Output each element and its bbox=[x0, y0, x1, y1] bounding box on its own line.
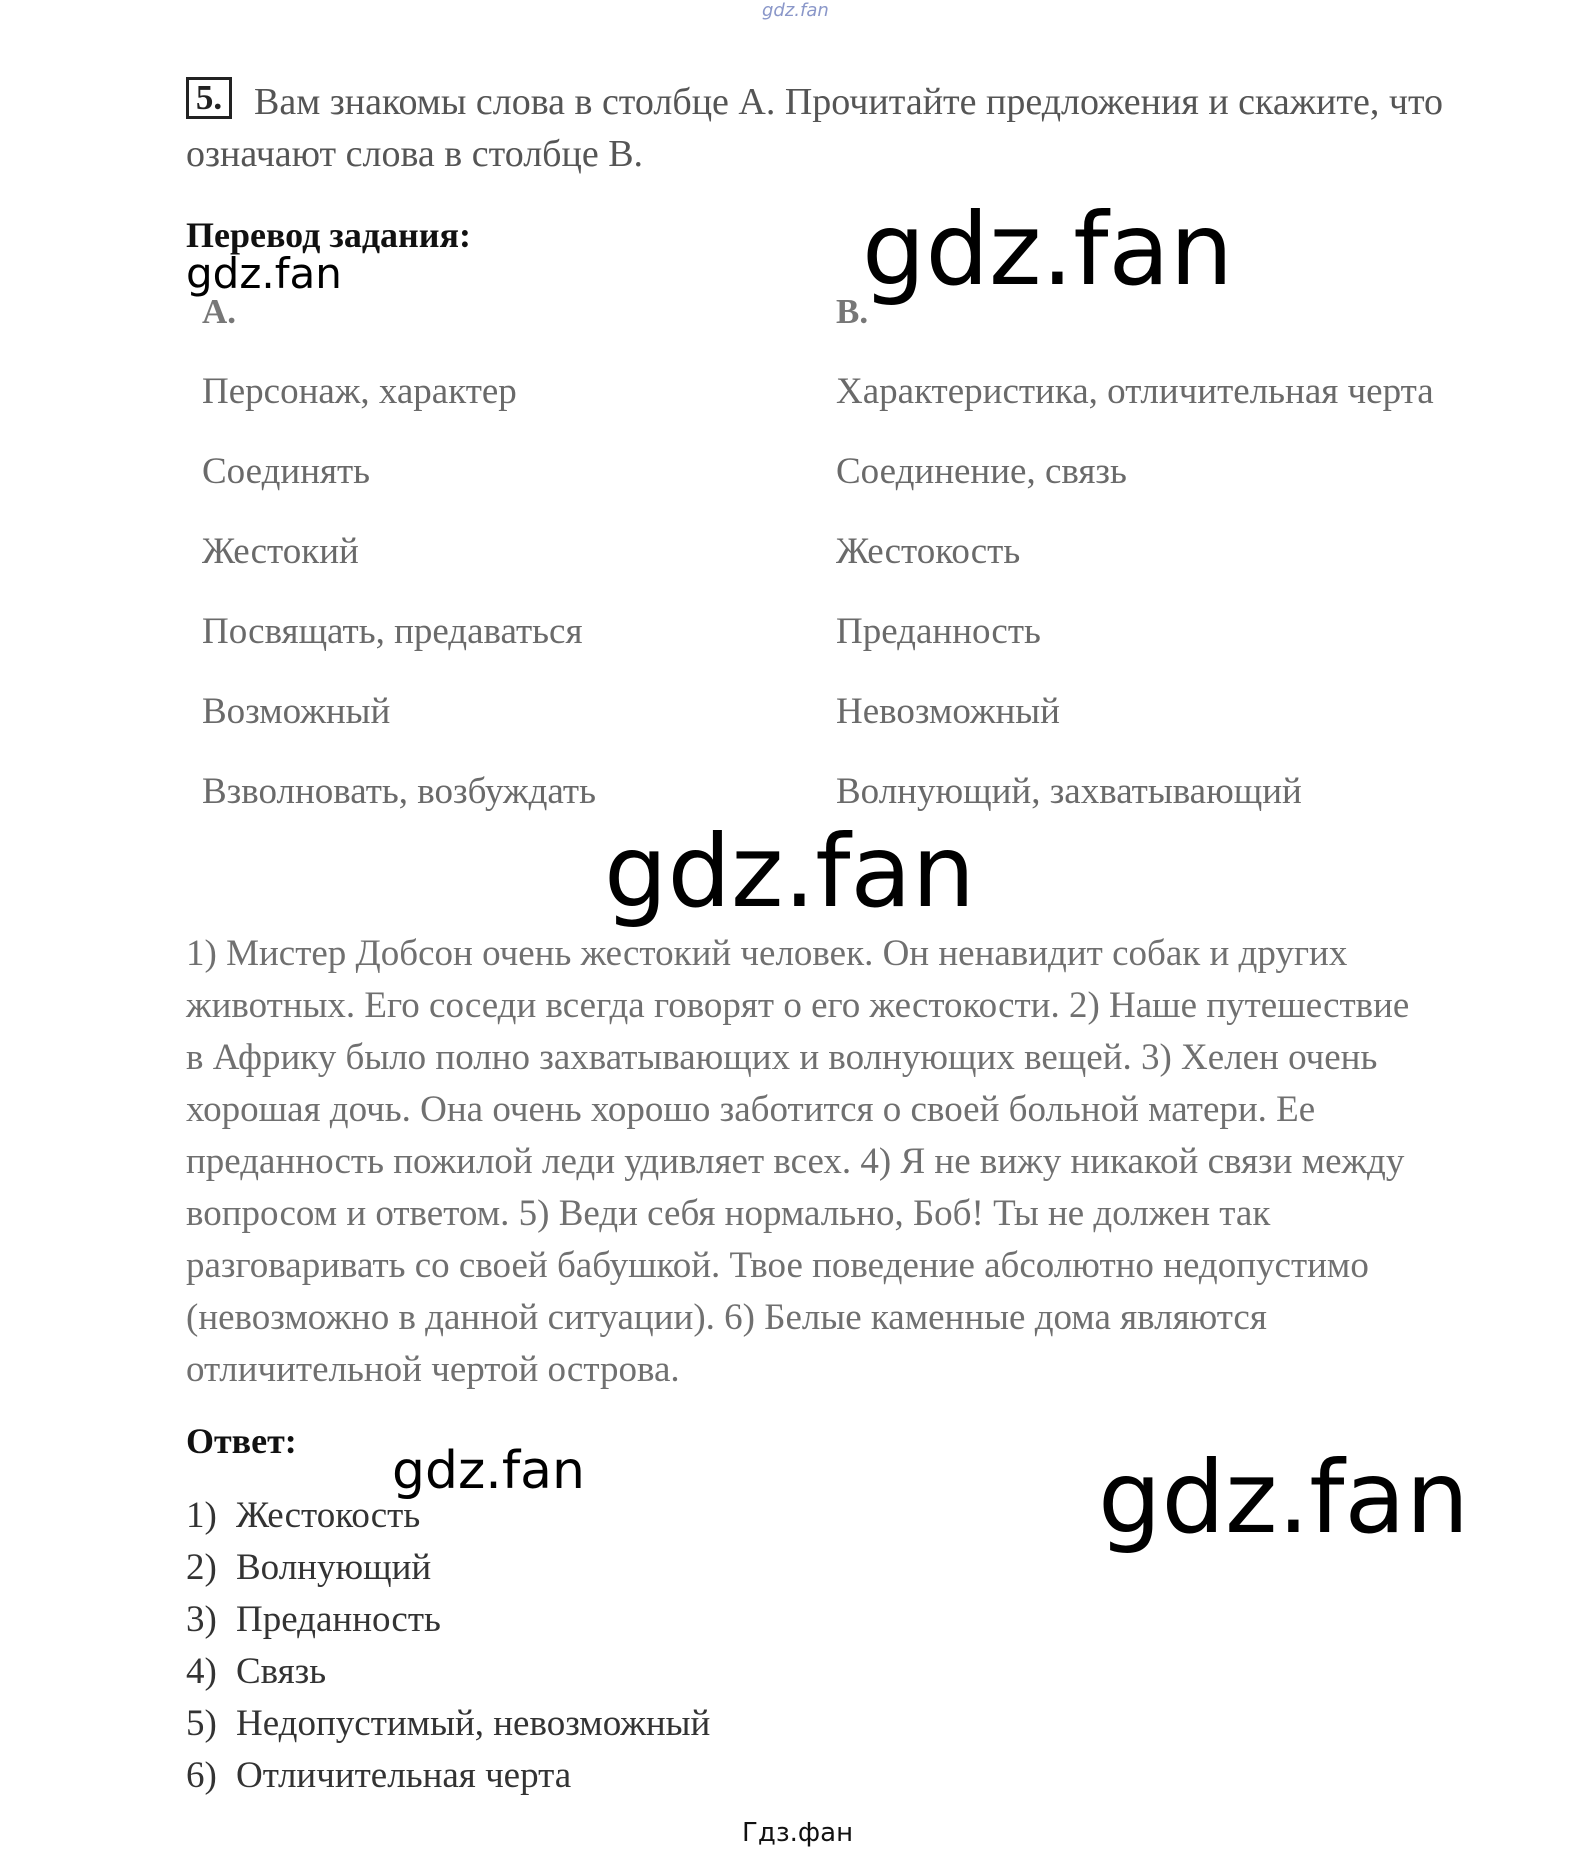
column-a-word: Жестокий bbox=[202, 531, 359, 572]
paragraph-line: вопросом и ответом. 5) Веди себя нормально, Боб! Ты не должен так bbox=[186, 1193, 1271, 1234]
column-b-word: Соединение, связь bbox=[836, 451, 1127, 492]
task-number: 5. bbox=[186, 77, 232, 119]
paragraph-line: отличительной чертой острова. bbox=[186, 1349, 680, 1390]
task-instruction-line-2: означают слова в столбце В. bbox=[186, 133, 644, 175]
watermark-large-middle: gdz.fan bbox=[604, 813, 976, 930]
answer-number: 1) bbox=[186, 1495, 217, 1536]
sentences-paragraph bbox=[186, 928, 1506, 1396]
column-b-word: Характеристика, отличительная черта bbox=[836, 371, 1434, 412]
paragraph-line: (невозможно в данной ситуации). 6) Белые каменные дома являются bbox=[186, 1297, 1267, 1338]
answer-heading: Ответ: bbox=[186, 1421, 297, 1461]
answer-text: Жестокость bbox=[236, 1495, 421, 1536]
column-a-word: Посвящать, предаваться bbox=[202, 611, 583, 652]
column-a-word: Возможный bbox=[202, 691, 391, 732]
footer-watermark: Гдз.фан bbox=[742, 1818, 854, 1848]
column-a-word: Персонаж, характер bbox=[202, 371, 517, 412]
answer-text: Недопустимый, невозможный bbox=[236, 1703, 711, 1744]
answer-number: 3) bbox=[186, 1599, 217, 1640]
answer-text: Волнующий bbox=[236, 1547, 432, 1588]
column-a-word: Соединять bbox=[202, 451, 371, 492]
watermark-small-answer: gdz.fan bbox=[392, 1441, 585, 1501]
paragraph-line: в Африку было полно захватывающих и волнующих вещей. 3) Хелен очень bbox=[186, 1037, 1378, 1078]
answer-number: 4) bbox=[186, 1651, 217, 1692]
column-a-header: А. bbox=[202, 292, 237, 331]
answer-item bbox=[186, 1702, 710, 1745]
paragraph-line: разговаривать со своей бабушкой. Твое поведение абсолютно недопустимо bbox=[186, 1245, 1369, 1286]
answer-item bbox=[186, 1598, 441, 1641]
answer-number: 5) bbox=[186, 1703, 217, 1744]
paragraph-line: 1) Мистер Добсон очень жестокий человек. Он ненавидит собак и других bbox=[186, 933, 1348, 974]
paragraph-line: преданность пожилой леди удивляет всех. 4) Я не вижу никакой связи между bbox=[186, 1141, 1405, 1182]
answer-item bbox=[186, 1650, 326, 1693]
answer-number: 2) bbox=[186, 1547, 217, 1588]
column-b-word: Волнующий, захватывающий bbox=[836, 771, 1302, 812]
watermark-large-top: gdz.fan bbox=[862, 191, 1234, 308]
task-instruction-line-1: Вам знакомы слова в столбце А. Прочитайте предложения и скажите, что bbox=[254, 81, 1444, 123]
answer-item bbox=[186, 1494, 420, 1537]
translation-heading: Перевод задания: bbox=[186, 215, 471, 255]
paragraph-line: хорошая дочь. Она очень хорошо заботится о своей больной матери. Ее bbox=[186, 1089, 1316, 1130]
answer-number: 6) bbox=[186, 1755, 217, 1796]
column-a-word: Взволновать, возбуждать bbox=[202, 771, 596, 812]
answer-text: Связь bbox=[236, 1651, 327, 1692]
watermark-large-bottom: gdz.fan bbox=[1098, 1439, 1470, 1556]
column-b-header: В. bbox=[836, 292, 869, 331]
column-b-word: Невозможный bbox=[836, 691, 1060, 732]
answer-item bbox=[186, 1546, 431, 1589]
answer-text: Преданность bbox=[236, 1599, 441, 1640]
answer-text: Отличительная черта bbox=[236, 1755, 572, 1796]
column-b-word: Жестокость bbox=[836, 531, 1021, 572]
column-b-word: Преданность bbox=[836, 611, 1041, 652]
answer-item bbox=[186, 1754, 571, 1797]
paragraph-line: животных. Его соседи всегда говорят о его жестокости. 2) Наше путешествие bbox=[186, 985, 1410, 1026]
watermark-small-left: gdz.fan bbox=[186, 249, 342, 298]
top-watermark: gdz.fan bbox=[762, 0, 829, 21]
